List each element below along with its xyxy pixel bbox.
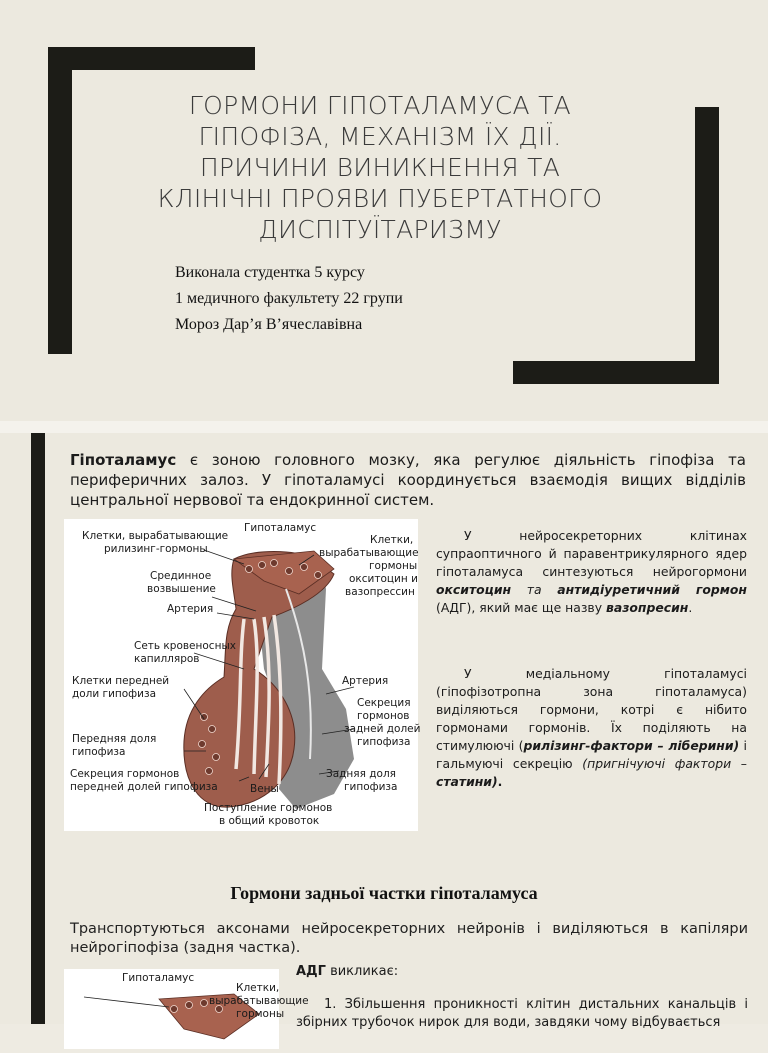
label-posterior-lobe-2: гипофиза <box>344 781 398 793</box>
author-block <box>175 260 403 338</box>
small-leader <box>84 997 169 1007</box>
left-accent-bar <box>31 433 45 866</box>
diagram-svg <box>64 519 421 831</box>
term-vasopressin: вазопресин <box>606 600 689 615</box>
author-line-1: Виконала студентка 5 курсу <box>175 264 365 281</box>
small-label-cells-1: Клетки, <box>236 982 280 994</box>
label-anterior-cells-2: доли гипофиза <box>72 688 157 700</box>
term-adh: антидіуретичний гормон <box>557 582 747 597</box>
label-secretion-post-2: гормонов <box>357 710 410 722</box>
intro-paragraph <box>70 450 746 510</box>
author-line-3: Мороз Дар’я В’ячеславівна <box>175 316 363 333</box>
p1-text-e: (АДГ), який має ще назву <box>436 600 607 615</box>
label-capillary-2: капилляров <box>134 653 200 665</box>
label-secretion-ant-1: Секреция гормонов <box>70 768 180 780</box>
term-oxytocin: окситоцин <box>436 582 512 597</box>
label-capillary-1: Сеть кровеносных <box>134 640 236 652</box>
label-secretion-post-4: гипофиза <box>357 736 411 748</box>
intro-text: є зоною головного мозку, яка регулює діяльність гіпофіза та периферичних залоз. У гіпоталамусі координується взаємодія вищих відділів центральної нервової та ендокринної систем. <box>70 451 746 509</box>
p2-text-c: і гальмуючі секрецію <box>436 738 747 771</box>
small-label-hypothalamus: Гипоталамус <box>122 972 195 984</box>
label-ox-cells-4: окситоцин и <box>349 573 418 585</box>
term-statins: статини) <box>436 774 498 789</box>
label-secretion-post-3: задней долей <box>344 723 421 735</box>
label-posterior-lobe-1: Задняя доля <box>326 768 396 780</box>
label-ox-cells-1: Клетки, <box>370 534 414 546</box>
adh-effect-item-1: 1. Збільшення проникності клітин дистальних канальців і збірних трубочок нирок для води, завдяки чому відбувається <box>296 997 748 1030</box>
adh-term: АДГ <box>296 964 326 979</box>
label-artery-top: Артерия <box>167 603 214 615</box>
adh-rest: викликає: <box>325 964 399 979</box>
label-hypothalamus: Гипоталамус <box>244 522 317 534</box>
label-median-2: возвышение <box>147 583 216 595</box>
slide-separator <box>0 421 768 433</box>
label-veins: Вены <box>250 783 279 795</box>
p2-text-d: (пригнічуючі фактори – <box>582 756 748 771</box>
label-secretion-post-1: Секреция <box>357 697 411 709</box>
posterior-hormones-slide <box>0 866 768 1030</box>
small-label-cells-2b: вырабатывающие <box>209 995 309 1007</box>
corner-bracket-left <box>48 47 72 354</box>
hypothalamus-slide <box>0 433 768 866</box>
label-ox-cells-2: вырабатывающие <box>319 547 419 559</box>
paragraph-releasing-factors <box>436 665 747 791</box>
label-anterior-cells-1: Клетки передней <box>72 675 170 687</box>
diagram-small-svg <box>64 969 309 1049</box>
p1-text-g: . <box>688 600 693 615</box>
adh-heading <box>296 964 398 979</box>
hypothalamus-diagram-small <box>64 969 309 1049</box>
term-liberins: рилізинг-фактори – ліберини) <box>523 738 740 753</box>
p2-text-f: . <box>497 774 503 789</box>
label-bloodstream-1: Поступление гормонов <box>204 802 333 814</box>
p1-text-c: та <box>511 582 558 597</box>
small-label-cells-3: гормоны <box>236 1008 285 1020</box>
hypothalamus-pituitary-diagram <box>64 519 421 831</box>
label-anterior-lobe-1: Передняя доля <box>72 733 157 745</box>
slide3-text: Транспортуються аксонами нейросекреторних нейронів і виділяються в капіляри нейрогіпофіза (задня частка). <box>70 921 748 956</box>
label-rh-cells-1: Клетки, вырабатывающие <box>82 530 229 542</box>
label-ox-cells-3: гормоны <box>369 560 418 572</box>
slide3-title: Гормони задньої частки гіпоталамуса <box>230 883 538 903</box>
corner-bracket-right <box>695 107 719 384</box>
label-bloodstream-2: в общий кровоток <box>219 815 320 827</box>
p2-text-a: У медіальному гіпоталамусі (гіпофізотропна зона гіпоталамуса) виділяються гормони, котрі є нібито гормонами гормонів. Їх поділяють на стимулюючі ( <box>436 666 747 753</box>
label-rh-cells-2: рилизинг-гормоны <box>104 543 208 555</box>
paragraph-neurohormones <box>436 527 747 617</box>
label-ox-cells-5: вазопрессин <box>345 586 415 598</box>
intro-term: Гіпоталамус <box>70 451 177 469</box>
corner-bracket-bottom <box>513 361 719 384</box>
label-secretion-ant-2: передней долей гипофиза <box>70 781 218 793</box>
corner-bracket-top <box>48 47 255 70</box>
label-anterior-lobe-2: гипофиза <box>72 746 126 758</box>
p1-text-a: У нейросекреторних клітинах супраоптичного й паравентрикулярного ядер гіпоталамуса синтезуються нейрогормони <box>436 528 747 579</box>
label-artery-right: Артерия <box>342 675 389 687</box>
label-median-1: Срединное <box>150 570 212 582</box>
author-line-2: 1 медичного факультету 22 групи <box>175 290 403 307</box>
presentation-title: ГОРМОНИ ГІПОТАЛАМУСА ТА ГІПОФІЗА, МЕХАНІЗМ ЇХ ДІЇ. ПРИЧИНИ ВИНИКНЕННЯ ТА КЛІНІЧНІ ПРОЯВИ ПУБЕРТАТНОГО ДИСПІТУЇТАРИЗМУ <box>157 91 603 244</box>
title-slide <box>0 0 768 421</box>
